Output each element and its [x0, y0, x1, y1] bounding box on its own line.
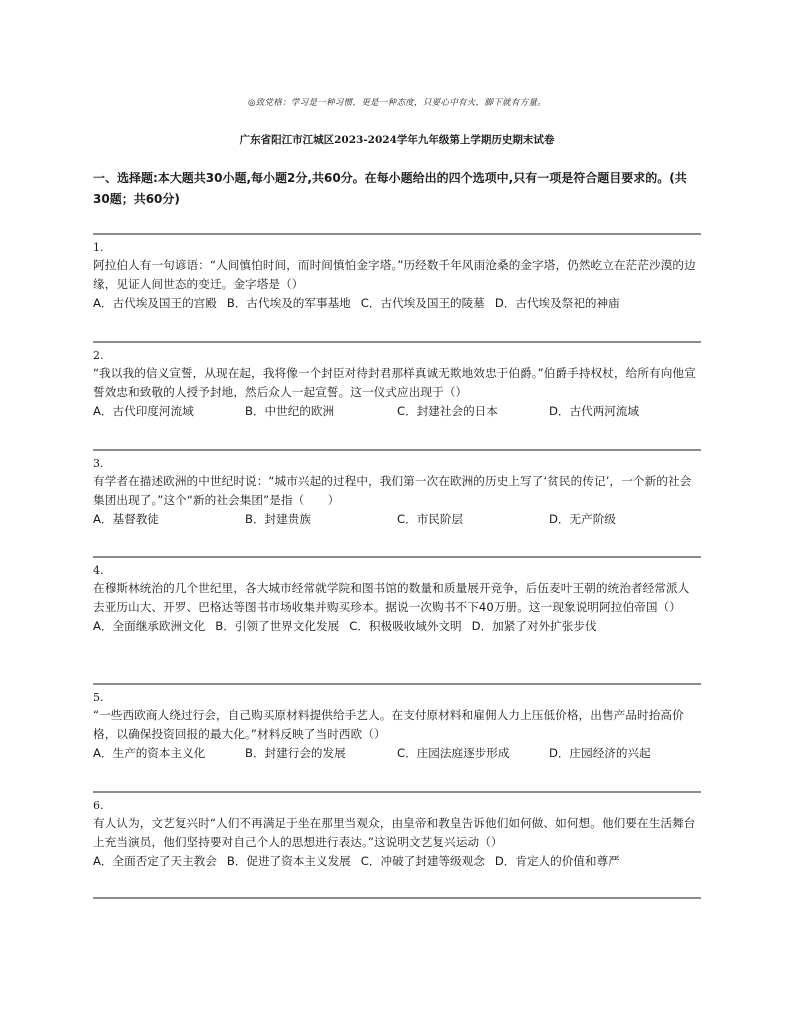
exam-title: 广东省阳江市江城区2023-2024学年九年级第上学期历史期末试卷	[239, 134, 555, 146]
option-list	[93, 510, 701, 529]
option-b[interactable]: B．引领了世界文化发展	[215, 619, 340, 633]
option-b[interactable]: B．促进了资本主义发展	[226, 854, 351, 868]
question-divider	[93, 233, 701, 235]
option-list	[93, 294, 701, 313]
question-divider	[93, 556, 701, 558]
question-number: 6.	[93, 799, 104, 812]
option-d[interactable]: D．加紧了对外扩张步伐	[471, 619, 597, 633]
question-number: 5.	[93, 691, 104, 704]
option-b[interactable]: B．古代埃及的军事基地	[226, 296, 351, 310]
question-number: 3.	[93, 457, 104, 470]
question-stem: 阿拉伯人有一句谚语：“人间慎怕时间，而时间慎怕金字塔。”历经数千年风雨沧桑的金字塔，仍然屹立在茫茫沙漠的边缘，见证人间世态的变迁。金字塔是（）	[93, 258, 696, 291]
option-c[interactable]: C．古代埃及国王的陵墓	[360, 296, 485, 310]
option-a[interactable]: A．古代埃及国王的宫殿	[93, 296, 217, 310]
option-a[interactable]: A．基督教徒	[93, 512, 159, 526]
option-b[interactable]: B．封建贵族	[245, 512, 311, 526]
question-6	[93, 791, 701, 871]
question-number: 1.	[93, 241, 104, 254]
option-list	[93, 402, 701, 421]
question-1	[93, 233, 701, 313]
option-c[interactable]: C．冲破了封建等级观念	[360, 854, 485, 868]
question-stem: 有人认为，文艺复兴时“人们不再满足于坐在那里当观众，由皇帝和教皇告诉他们如何做、如何想。他们要在生活舞台上充当演员，他们坚持要对自己个人的思想进行表达。”这说明文艺复兴运动（）	[93, 816, 696, 849]
question-divider	[93, 791, 701, 793]
option-list	[93, 617, 701, 636]
bottom-divider	[93, 897, 701, 899]
question-divider	[93, 683, 701, 685]
option-c[interactable]: C．庄园法庭逐步形成	[397, 746, 510, 760]
option-c[interactable]: C．积极吸收域外文明	[349, 619, 462, 633]
question-divider	[93, 341, 701, 343]
option-a[interactable]: A．生产的资本主义化	[93, 746, 206, 760]
option-d[interactable]: D．古代埃及祭祀的神庙	[494, 296, 620, 310]
question-3	[93, 449, 701, 529]
option-d[interactable]: D．庄园经济的兴起	[549, 746, 651, 760]
option-a[interactable]: A．全面继承欧洲文化	[93, 619, 206, 633]
option-a[interactable]: A．古代印度河流域	[93, 404, 194, 418]
option-d[interactable]: D．无产阶级	[549, 512, 616, 526]
question-stem: “一些西欧商人绕过行会，自己购买原材料提供给手艺人。在支付原材料和雇佣人力上压低价格，出售产品时抬高价格，以确保投资回报的最大化。”材料反映了当时西欧（）	[93, 708, 684, 741]
question-4	[93, 556, 701, 636]
option-list	[93, 744, 701, 763]
question-stem: 在穆斯林统治的几个世纪里，各大城市经常就学院和图书馆的数量和质量展开竞争，后伍麦叶王朝的统治者经常派人去亚历山大、开罗、巴格达等图书市场收集并购买珍本。据说一次购书不下40万册。这一现象说明阿拉伯帝国（）	[93, 581, 690, 614]
option-c[interactable]: C．封建社会的日本	[397, 404, 498, 418]
option-b[interactable]: B．封建行会的发展	[245, 746, 346, 760]
question-divider	[93, 449, 701, 451]
question-stem: 有学者在描述欧洲的中世纪时说：“城市兴起的过程中，我们第一次在欧洲的历史上写了‘贫民的传记’，一个新的社会集团出现了。”这个“新的社会集团”是指（ ）	[93, 474, 692, 507]
question-number: 4.	[93, 564, 104, 577]
option-c[interactable]: C．市民阶层	[397, 512, 464, 526]
option-d[interactable]: D．肯定人的价值和尊严	[494, 854, 620, 868]
option-a[interactable]: A．全面否定了天主教会	[93, 854, 217, 868]
question-stem: “我以我的信义宣誓，从现在起，我将像一个封臣对待封君那样真诚无欺地效忠于伯爵。”伯爵手持权杖，给所有向他宣誓效忠和致敬的人授予封地，然后众人一起宣誓。这一仪式应出现于（）	[93, 366, 696, 399]
option-b[interactable]: B．中世纪的欧洲	[245, 404, 335, 418]
question-2	[93, 341, 701, 421]
question-number: 2.	[93, 349, 104, 362]
question-5	[93, 683, 701, 763]
option-d[interactable]: D．古代两河流域	[549, 404, 640, 418]
section-heading: 一、选择题:本大题共30小题,每小题2分,共60分。在每小题给出的四个选项中,只有一项是符合题目要求的。(共30题；共60分)	[93, 171, 687, 206]
motto-text: ◎致党格：学习是一种习惯，更是一种态度，只要心中有火，脚下就有方量。	[247, 98, 547, 108]
option-list	[93, 852, 701, 871]
